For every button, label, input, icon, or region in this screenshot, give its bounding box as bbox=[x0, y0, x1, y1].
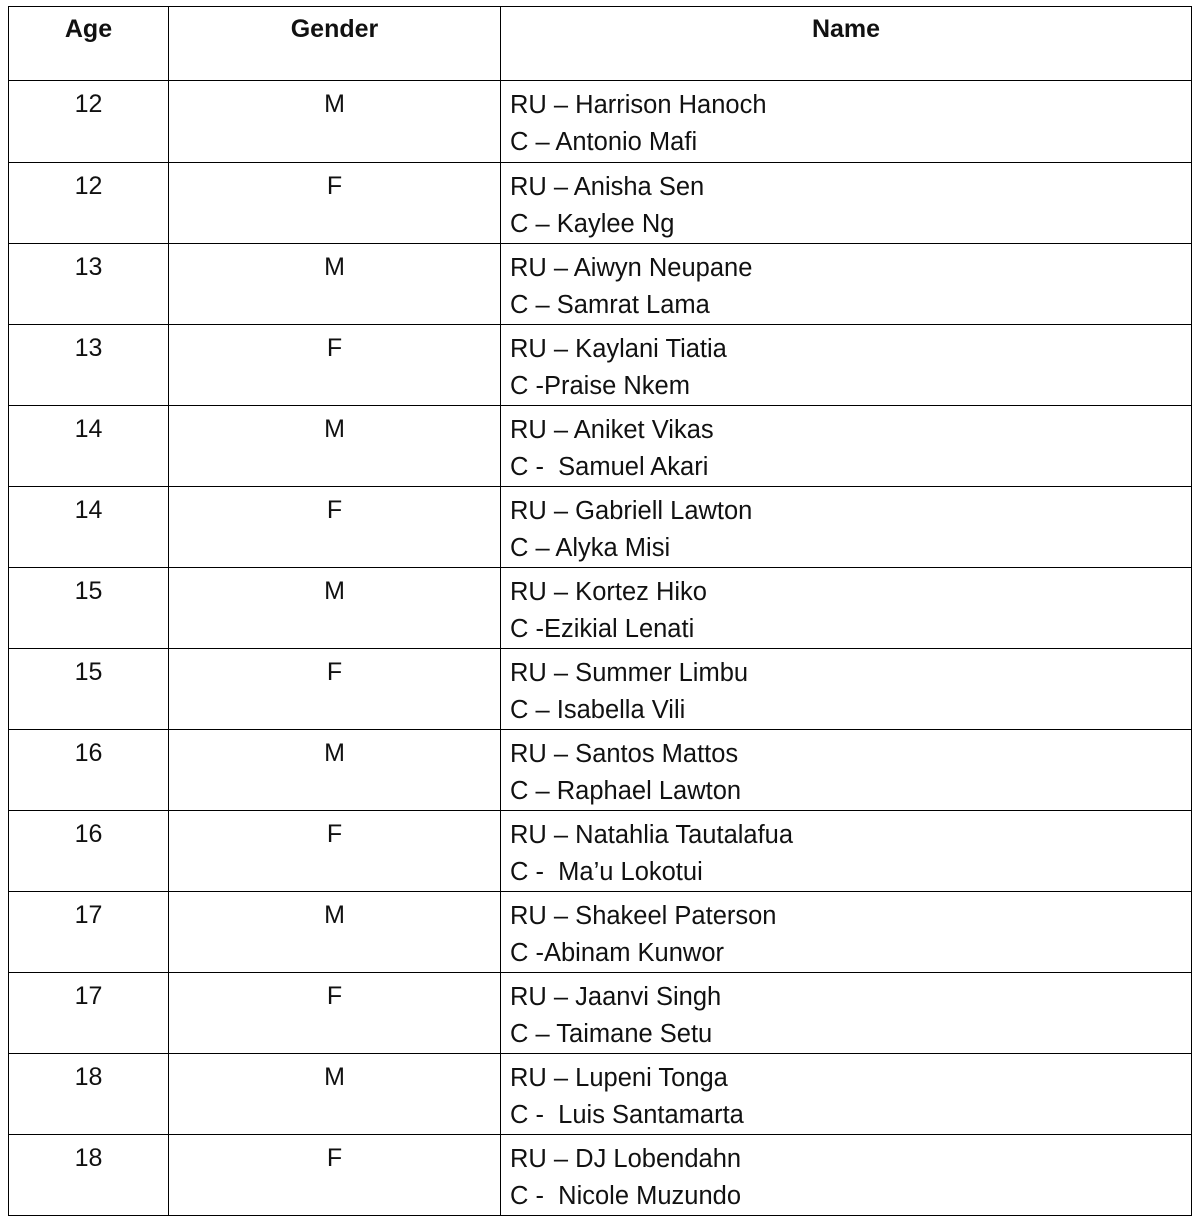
ru-name: RU – Aiwyn Neupane bbox=[510, 254, 753, 282]
c-name: C – Isabella Vili bbox=[510, 696, 686, 724]
age-cell: 13 bbox=[9, 325, 169, 406]
ru-name: RU – Lupeni Tonga bbox=[510, 1064, 728, 1092]
table-row bbox=[9, 487, 1192, 568]
ru-name: RU – Natahlia Tautalafua bbox=[510, 821, 794, 849]
ru-name: RU – Shakeel Paterson bbox=[510, 902, 777, 930]
name-cell bbox=[501, 730, 1192, 811]
ru-name: RU – Gabriell Lawton bbox=[510, 497, 753, 525]
name-cell bbox=[501, 1054, 1192, 1135]
gender-cell: M bbox=[169, 568, 501, 649]
c-name: C – Raphael Lawton bbox=[510, 777, 742, 805]
table-row bbox=[9, 568, 1192, 649]
age-cell: 18 bbox=[9, 1135, 169, 1216]
gender-cell: F bbox=[169, 163, 501, 244]
gender-cell: M bbox=[169, 406, 501, 487]
ru-name: RU – Kortez Hiko bbox=[510, 578, 707, 606]
table-row bbox=[9, 244, 1192, 325]
ru-name: RU – Aniket Vikas bbox=[510, 416, 714, 444]
name-cell bbox=[501, 811, 1192, 892]
table-row bbox=[9, 325, 1192, 406]
name-cell bbox=[501, 81, 1192, 163]
age-cell: 15 bbox=[9, 649, 169, 730]
age-cell: 12 bbox=[9, 163, 169, 244]
table-row bbox=[9, 892, 1192, 973]
name-cell bbox=[501, 568, 1192, 649]
c-name: C -Praise Nkem bbox=[510, 372, 690, 400]
name-cell bbox=[501, 406, 1192, 487]
ru-name: RU – Jaanvi Singh bbox=[510, 983, 722, 1011]
gender-cell: F bbox=[169, 811, 501, 892]
gender-cell: F bbox=[169, 973, 501, 1054]
c-name: C - Luis Santamarta bbox=[510, 1101, 744, 1129]
age-cell: 16 bbox=[9, 730, 169, 811]
ru-name: RU – Kaylani Tiatia bbox=[510, 335, 727, 363]
age-cell: 15 bbox=[9, 568, 169, 649]
name-cell bbox=[501, 325, 1192, 406]
name-cell bbox=[501, 1135, 1192, 1216]
name-cell bbox=[501, 649, 1192, 730]
header-age: Age bbox=[9, 7, 169, 81]
age-cell: 13 bbox=[9, 244, 169, 325]
table-row bbox=[9, 730, 1192, 811]
table-row bbox=[9, 163, 1192, 244]
age-cell: 17 bbox=[9, 892, 169, 973]
header-gender: Gender bbox=[169, 7, 501, 81]
name-cell bbox=[501, 973, 1192, 1054]
ru-name: RU – Summer Limbu bbox=[510, 659, 749, 687]
table-row bbox=[9, 649, 1192, 730]
gender-cell: M bbox=[169, 892, 501, 973]
table-row bbox=[9, 811, 1192, 892]
ru-name: RU – DJ Lobendahn bbox=[510, 1145, 742, 1173]
gender-cell: M bbox=[169, 244, 501, 325]
table-row bbox=[9, 81, 1192, 163]
c-name: C - Samuel Akari bbox=[510, 453, 709, 481]
age-cell: 16 bbox=[9, 811, 169, 892]
header-name: Name bbox=[501, 7, 1192, 81]
gender-cell: F bbox=[169, 649, 501, 730]
gender-cell: M bbox=[169, 730, 501, 811]
c-name: C – Antonio Mafi bbox=[510, 128, 698, 156]
ru-name: RU – Harrison Hanoch bbox=[510, 91, 767, 119]
gender-cell: M bbox=[169, 81, 501, 163]
ru-name: RU – Santos Mattos bbox=[510, 740, 739, 768]
age-cell: 17 bbox=[9, 973, 169, 1054]
c-name: C -Ezikial Lenati bbox=[510, 615, 695, 643]
table-row bbox=[9, 973, 1192, 1054]
header-row bbox=[9, 7, 1192, 81]
c-name: C - Nicole Muzundo bbox=[510, 1182, 742, 1210]
table-body bbox=[9, 81, 1192, 1216]
age-cell: 14 bbox=[9, 487, 169, 568]
name-cell bbox=[501, 892, 1192, 973]
age-cell: 14 bbox=[9, 406, 169, 487]
ru-name: RU – Anisha Sen bbox=[510, 173, 705, 201]
c-name: C – Alyka Misi bbox=[510, 534, 671, 562]
c-name: C – Samrat Lama bbox=[510, 291, 710, 319]
gender-cell: F bbox=[169, 325, 501, 406]
table-row bbox=[9, 1135, 1192, 1216]
roster-table bbox=[8, 6, 1192, 1216]
gender-cell: M bbox=[169, 1054, 501, 1135]
table-row bbox=[9, 406, 1192, 487]
name-cell bbox=[501, 487, 1192, 568]
table-row bbox=[9, 1054, 1192, 1135]
c-name: C – Taimane Setu bbox=[510, 1020, 713, 1048]
gender-cell: F bbox=[169, 487, 501, 568]
age-cell: 12 bbox=[9, 81, 169, 163]
name-cell bbox=[501, 244, 1192, 325]
c-name: C -Abinam Kunwor bbox=[510, 939, 724, 967]
name-cell bbox=[501, 163, 1192, 244]
c-name: C - Ma’u Lokotui bbox=[510, 858, 703, 886]
age-cell: 18 bbox=[9, 1054, 169, 1135]
c-name: C – Kaylee Ng bbox=[510, 210, 675, 238]
gender-cell: F bbox=[169, 1135, 501, 1216]
